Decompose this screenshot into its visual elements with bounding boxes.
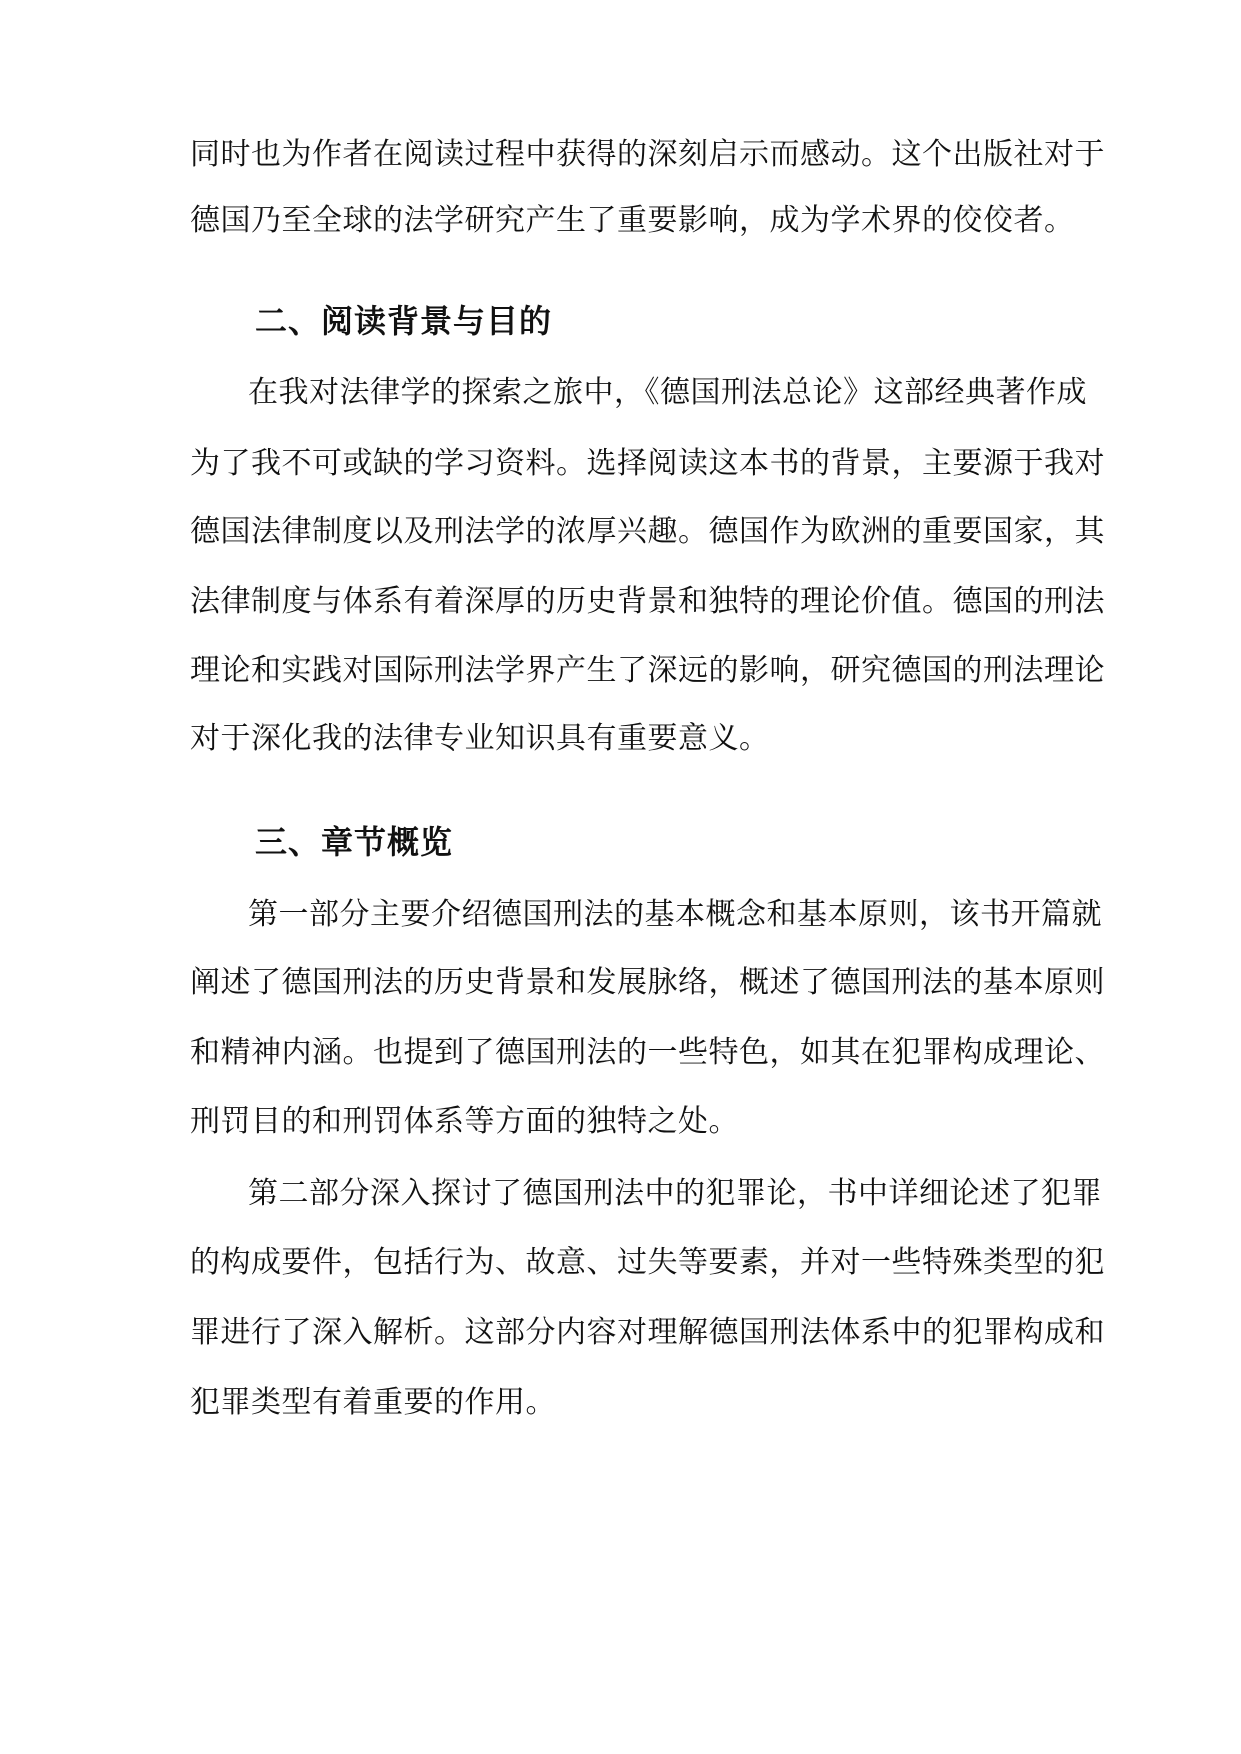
section-3-p1-line-2: 阐述了德国刑法的历史背景和发展脉络，概述了德国刑法的基本原则 [190,965,1105,1000]
section-2-line-3: 德国法律制度以及刑法学的浓厚兴趣。德国作为欧洲的重要国家，其 [190,514,1105,549]
section-2-line-1: 在我对法律学的探索之旅中，《德国刑法总论》这部经典著作成 [248,375,1087,410]
section-2-line-5: 理论和实践对国际刑法学界产生了深远的影响，研究德国的刑法理论 [190,653,1105,688]
intro-line-2: 德国乃至全球的法学研究产生了重要影响，成为学术界的佼佼者。 [190,203,1075,238]
section-2-line-2: 为了我不可或缺的学习资料。选择阅读这本书的背景，主要源于我对 [190,446,1105,481]
section-2-heading: 二、阅读背景与目的 [255,302,553,340]
section-3-p1-line-4: 刑罚目的和刑罚体系等方面的独特之处。 [190,1104,739,1139]
section-3-p2-line-3: 罪进行了深入解析。这部分内容对理解德国刑法体系中的犯罪构成和 [190,1315,1105,1350]
section-3-p1-line-3: 和精神内涵。也提到了德国刑法的一些特色，如其在犯罪构成理论、 [190,1035,1105,1070]
section-3-p2-line-4: 犯罪类型有着重要的作用。 [190,1385,556,1420]
section-3-p1-line-1: 第一部分主要介绍德国刑法的基本概念和基本原则，该书开篇就 [248,897,1102,932]
section-2-line-6: 对于深化我的法律专业知识具有重要意义。 [190,721,770,756]
section-3-heading: 三、章节概览 [255,823,454,861]
section-3-p2-line-2: 的构成要件，包括行为、故意、过失等要素，并对一些特殊类型的犯 [190,1245,1105,1280]
section-2-line-4: 法律制度与体系有着深厚的历史背景和独特的理论价值。德国的刑法 [190,584,1105,619]
section-3-p2-line-1: 第二部分深入探讨了德国刑法中的犯罪论，书中详细论述了犯罪 [248,1176,1102,1211]
intro-line-1: 同时也为作者在阅读过程中获得的深刻启示而感动。这个出版社对于 [190,137,1105,172]
